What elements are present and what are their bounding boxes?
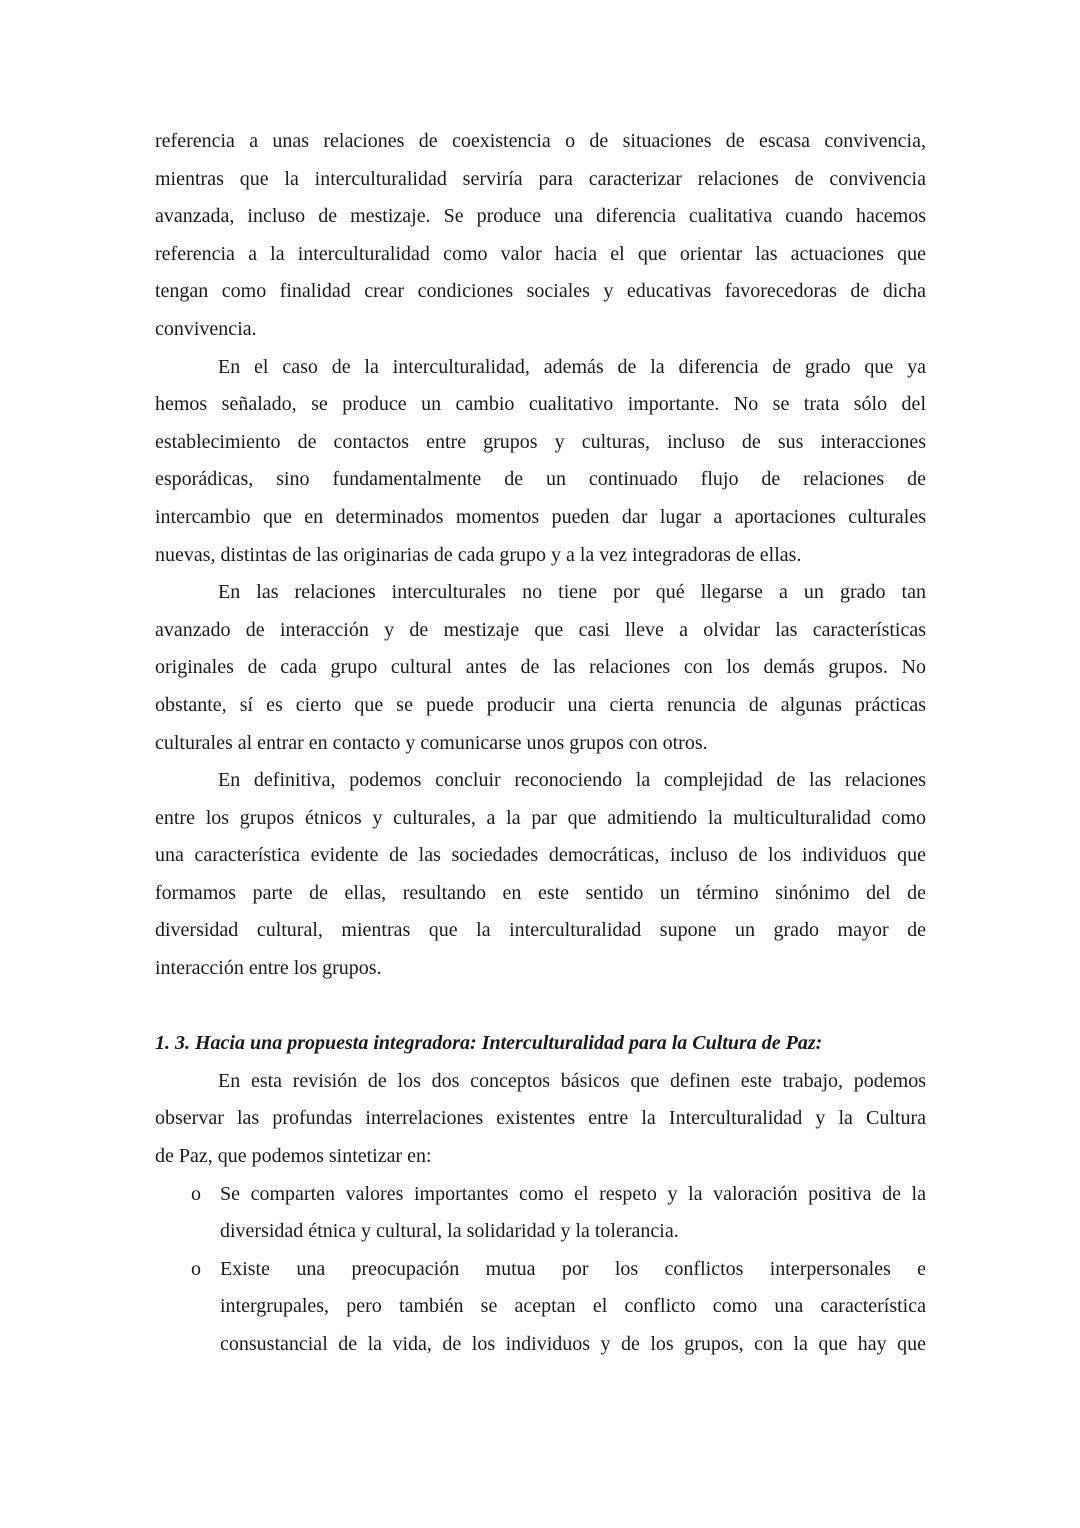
paragraph xyxy=(155,762,926,988)
text-line: culturales al entrar en contacto y comunicarse unos grupos con otros. xyxy=(155,731,708,754)
spacer xyxy=(155,988,926,1026)
text-line: consustancial de la vida, de los individuos y de los grupos, con la que hay que xyxy=(220,1333,926,1355)
text-line: diversidad étnica y cultural, la solidaridad y la tolerancia. xyxy=(220,1220,679,1243)
paragraph xyxy=(155,349,926,575)
text-line: diversidad cultural, mientras que la interculturalidad supone un grado mayor de xyxy=(155,919,926,942)
text-line: tengan como finalidad crear condiciones sociales y educativas favorecedoras de dicha xyxy=(155,280,926,303)
text-line: de Paz, que podemos sintetizar en: xyxy=(155,1145,432,1168)
text-line: esporádicas, sino fundamentalmente de un continuado flujo de relaciones de xyxy=(155,468,926,491)
text-line: intergrupales, pero también se aceptan el conflicto como una característica xyxy=(220,1295,926,1318)
text-line: En el caso de la interculturalidad, además de la diferencia de grado que ya xyxy=(218,355,926,378)
text-line: establecimiento de contactos entre grupos y culturas, incluso de sus interacciones xyxy=(155,430,926,453)
text-line: convivencia. xyxy=(155,317,257,340)
text-line: originales de cada grupo cultural antes de las relaciones con los demás grupos. No xyxy=(155,656,926,679)
text-line: avanzada, incluso de mestizaje. Se produce una diferencia cualitativa cuando hacemos xyxy=(155,205,926,228)
text-line: avanzado de interacción y de mestizaje que casi lleve a olvidar las características xyxy=(155,618,926,641)
section-heading: 1. 3. Hacia una propuesta integradora: Interculturalidad para la Cultura de Paz: xyxy=(155,1032,823,1055)
paragraph xyxy=(155,1063,926,1176)
text-line: intercambio que en determinados momentos pueden dar lugar a aportaciones culturales xyxy=(155,505,926,528)
bullet-icon: o xyxy=(191,1182,201,1205)
text-line: En esta revisión de los dos conceptos básicos que definen este trabajo, podemos xyxy=(218,1069,926,1092)
text-line: Se comparten valores importantes como el respeto y la valoración positiva de la xyxy=(220,1182,926,1205)
paragraph xyxy=(155,574,926,762)
text-line: hemos señalado, se produce un cambio cualitativo importante. No se trata sólo del xyxy=(155,393,926,416)
paragraph xyxy=(155,123,926,349)
text-line: referencia a la interculturalidad como valor hacia el que orientar las actuaciones que xyxy=(155,242,926,265)
text-line: nuevas, distintas de las originarias de cada grupo y a la vez integradoras de ellas. xyxy=(155,543,802,566)
text-line: mientras que la interculturalidad serviría para caracterizar relaciones de convivencia xyxy=(155,167,926,190)
text-line: Existe una preocupación mutua por los conflictos interpersonales e xyxy=(220,1257,926,1280)
text-line: entre los grupos étnicos y culturales, a la par que admitiendo la multiculturalidad como xyxy=(155,806,926,829)
text-line: formamos parte de ellas, resultando en este sentido un término sinónimo del de xyxy=(155,881,926,904)
text-line: observar las profundas interrelaciones existentes entre la Interculturalidad y la Cultura xyxy=(155,1107,926,1130)
text-line: interacción entre los grupos. xyxy=(155,957,382,980)
text-line: En las relaciones interculturales no tiene por qué llegarse a un grado tan xyxy=(218,581,926,604)
document-page xyxy=(155,123,926,1364)
text-line: obstante, sí es cierto que se puede producir una cierta renuncia de algunas prácticas xyxy=(155,693,926,716)
list-item xyxy=(155,1176,926,1251)
text-line: En definitiva, podemos concluir reconociendo la complejidad de las relaciones xyxy=(218,769,926,792)
text-line: una característica evidente de las sociedades democráticas, incluso de los individuos que xyxy=(155,844,926,867)
list-item xyxy=(155,1251,926,1364)
text-line: referencia a unas relaciones de coexistencia o de situaciones de escasa convivencia, xyxy=(155,130,926,152)
bullet-icon: o xyxy=(191,1257,201,1280)
